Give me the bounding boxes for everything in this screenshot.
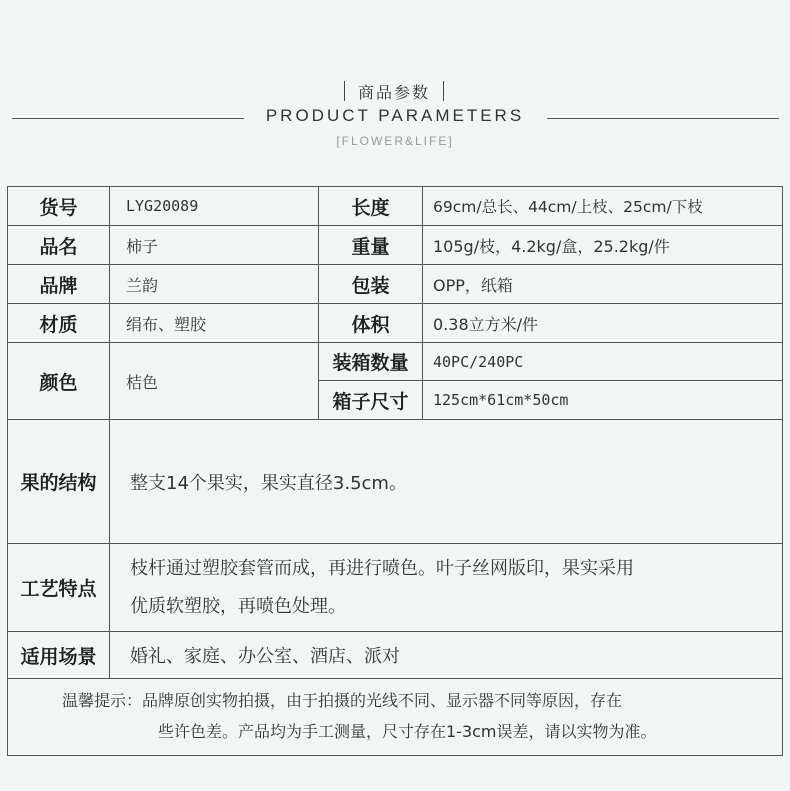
value-color: 桔色	[126, 372, 159, 392]
label-box-quantity: 装箱数量	[332, 352, 409, 374]
label-weight: 重量	[351, 235, 390, 258]
label-scene: 适用场景	[20, 645, 97, 668]
title-english: PRODUCT PARAMETERS	[265, 106, 525, 125]
label-volume: 体积	[351, 313, 390, 336]
label-brand: 品牌	[39, 274, 78, 297]
note-line-1: 温馨提示：品牌原创实物拍摄，由于拍摄的光线不同、显示器不同等原因，存在	[62, 691, 623, 710]
value-box-quantity: 40PC/240PC	[433, 352, 524, 371]
label-length: 长度	[351, 196, 390, 219]
disclaimer-note	[8, 679, 782, 755]
note-line-2: 些许色差。产品均为手工测量，尺寸存在1-3cm误差，请以实物为准。	[158, 722, 657, 741]
value-length: 69cm/总长、44cm/上枝、25cm/下枝	[433, 198, 703, 216]
value-material: 绢布、塑胶	[126, 314, 207, 334]
label-color: 颜色	[39, 371, 78, 394]
section-header	[0, 0, 790, 170]
value-volume: 0.38立方米/件	[433, 314, 539, 334]
value-brand: 兰韵	[126, 275, 159, 295]
label-structure: 果的结构	[20, 472, 97, 494]
value-structure: 整支14个果实，果实直径3.5cm。	[130, 472, 407, 494]
label-material: 材质	[39, 313, 78, 336]
parameters-table	[7, 186, 783, 756]
value-weight: 105g/枝，4.2kg/盒，25.2kg/件	[433, 236, 670, 256]
subtitle: [FLOWER&LIFE]	[336, 134, 454, 148]
value-scene: 婚礼、家庭、办公室、酒店、派对	[130, 646, 400, 667]
label-craft: 工艺特点	[20, 578, 97, 600]
value-item-number: LYG20089	[126, 197, 199, 215]
craft-line-2: 优质软塑胶，再喷色处理。	[130, 595, 346, 617]
label-packing: 包装	[351, 274, 390, 297]
label-item-number: 货号	[39, 196, 78, 219]
label-product-name: 品名	[39, 235, 78, 258]
label-box-size: 箱子尺寸	[332, 390, 409, 413]
craft-line-1: 枝杆通过塑胶套管而成，再进行喷色。叶子丝网版印，果实采用	[130, 557, 634, 579]
title-chinese: 商品参数	[344, 79, 444, 103]
divider-right	[547, 118, 779, 119]
value-box-size: 125cm*61cm*50cm	[433, 391, 569, 409]
value-packing: OPP，纸箱	[433, 275, 513, 295]
value-product-name: 柿子	[126, 236, 159, 256]
value-craft	[110, 544, 782, 631]
divider-left	[12, 118, 244, 119]
